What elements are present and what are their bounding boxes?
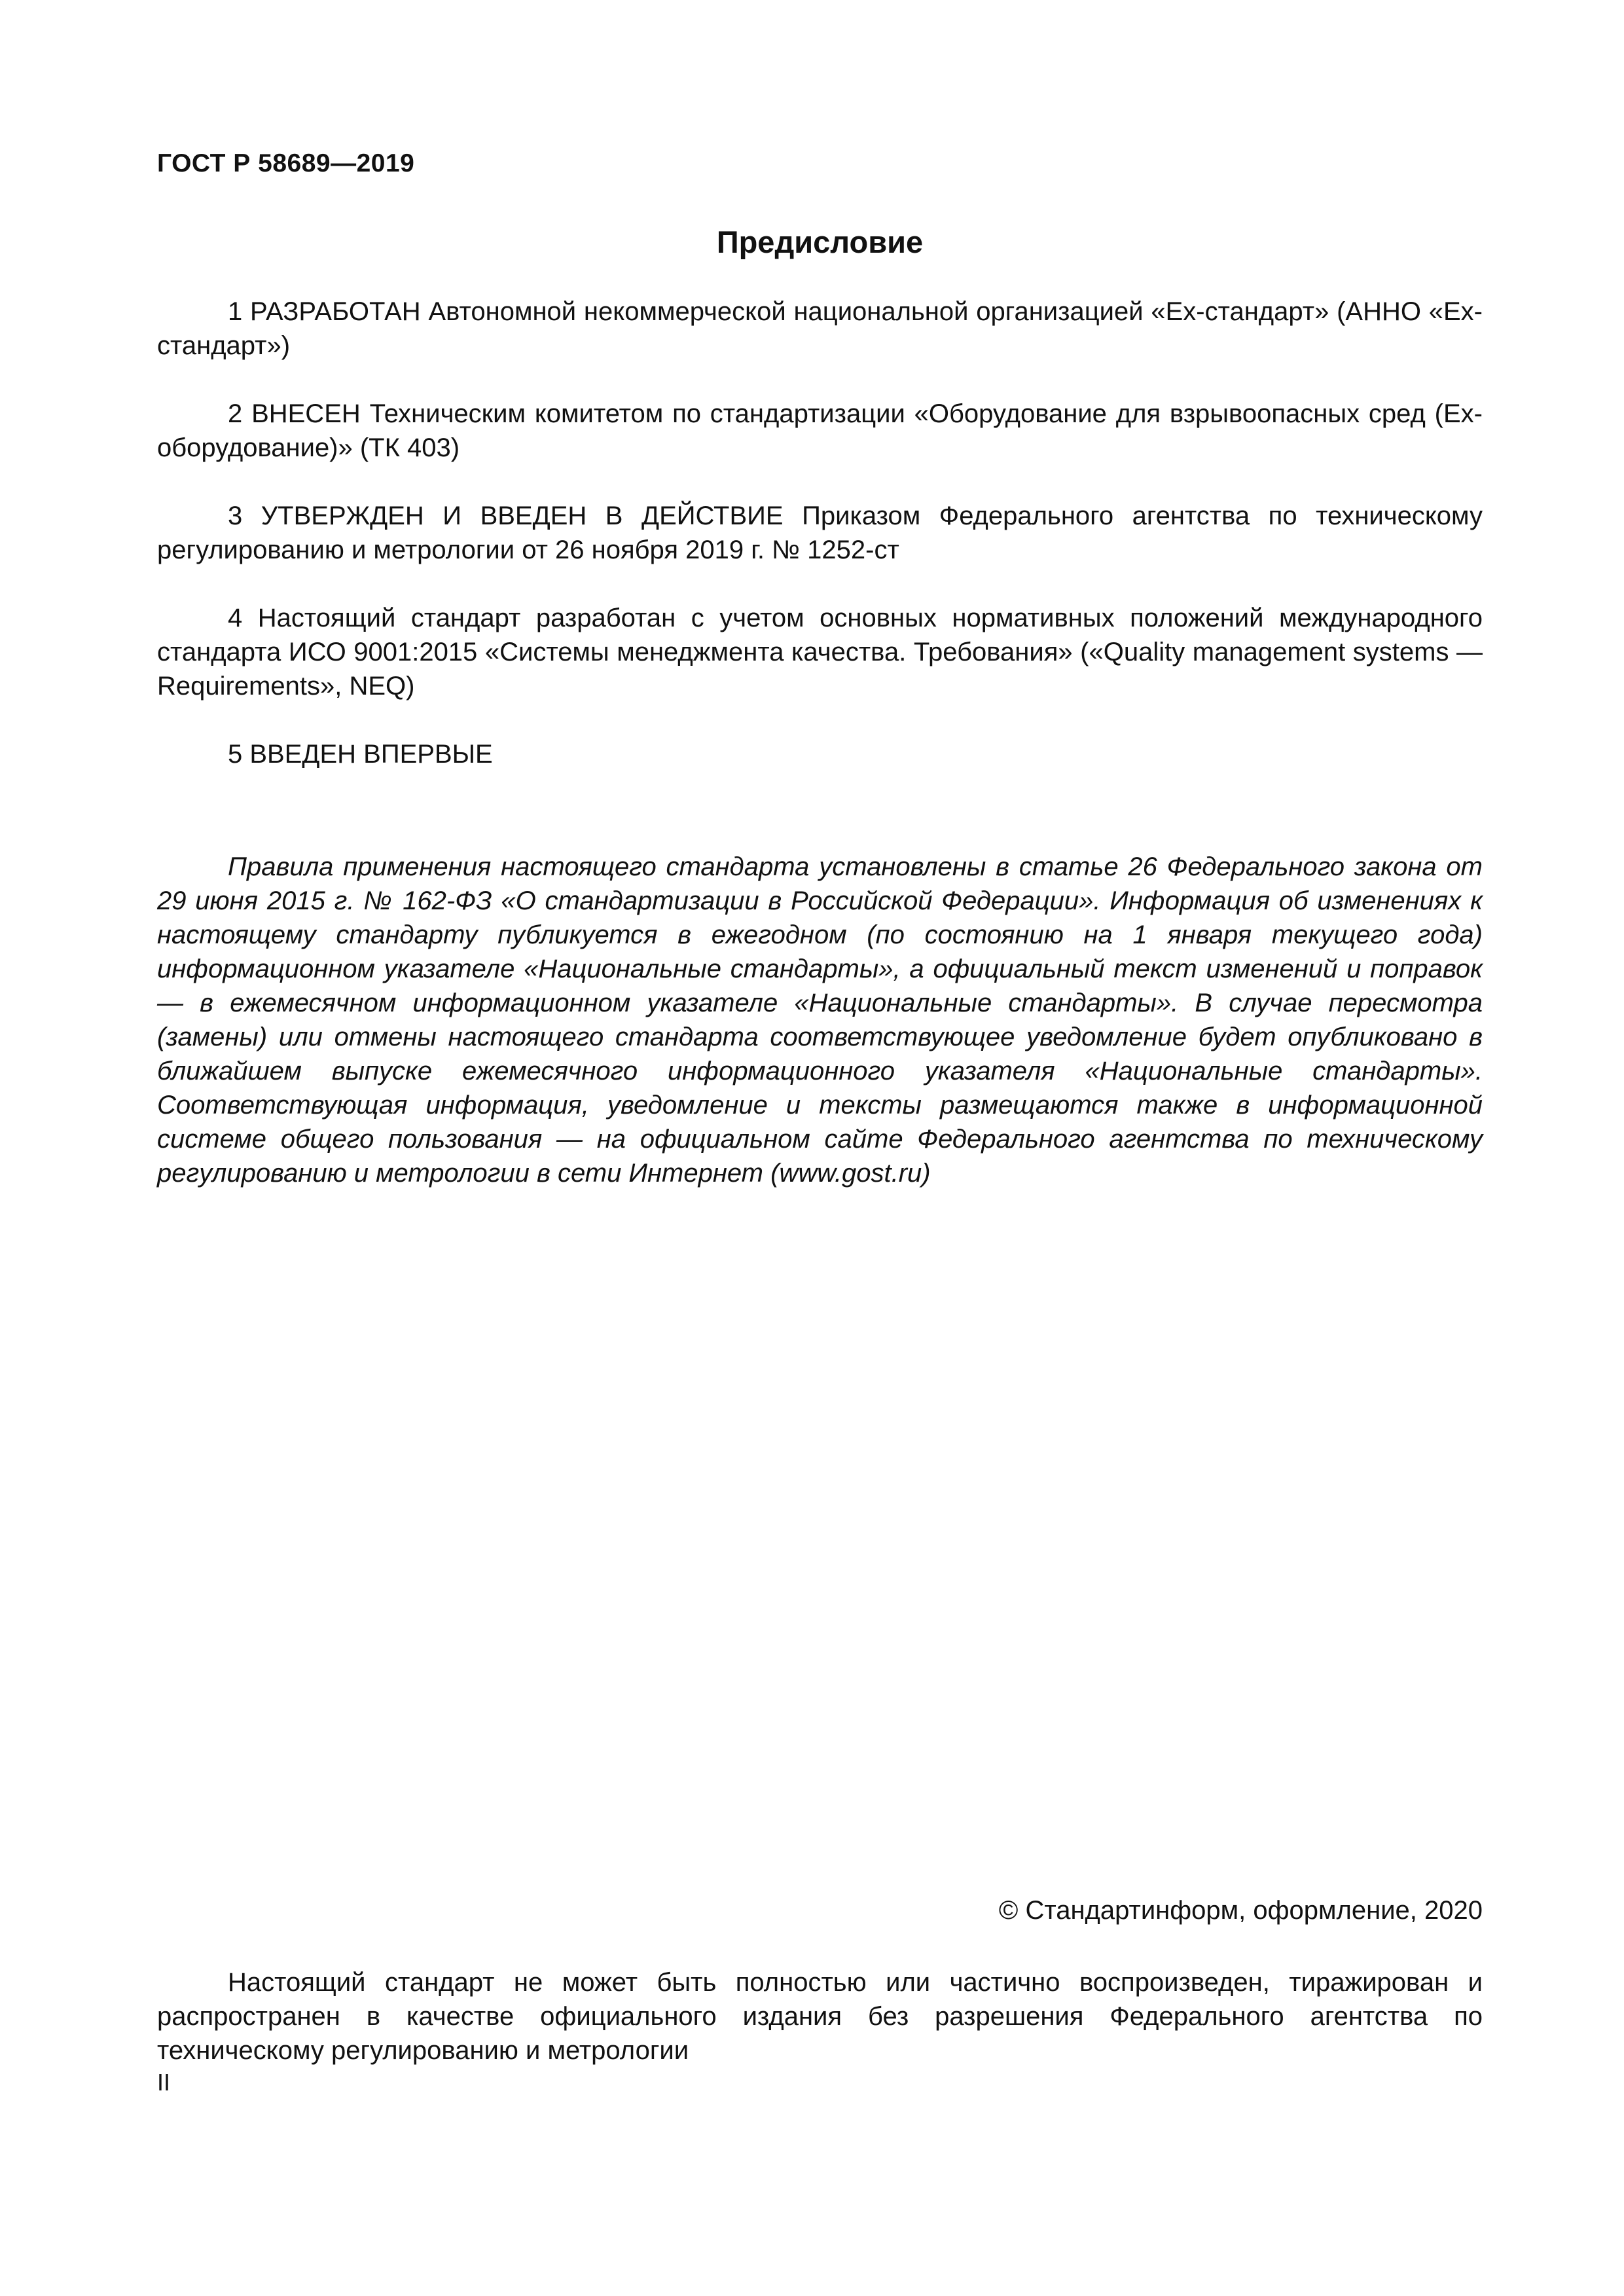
document-header: ГОСТ Р 58689—2019 [157,149,415,177]
foreword-item-1: 1 РАЗРАБОТАН Автономной некоммерческой национальной организацией «Ех-стандарт» (АННО «Ех-стандарт») [157,297,1483,360]
page-title: Предисловие [716,225,924,259]
application-rules-notice: Правила применения настоящего стандарта установлены в статье 26 Федерального закона от 29 июня 2015 г. № 162-ФЗ «О стандартизации в Российской Федерации». Информация об изменениях к настоящему стандарту публикуется в ежегодном (по состоянию на 1 января текущего года) информационном указателе «Национальные стандарты», а официальный текст изменений и поправок — в ежемесячном информационном указателе «Национальные стандарты». В случае пересмотра (замены) или отмены настоящего стандарта соответствующее уведомление будет опубликовано в ближайшем выпуске ежемесячного информационного указателя «Национальные стандарты». Соответствующая информация, уведомление и тексты размещаются также в информационной системе общего пользования — на официальном сайте Федерального агентства по техническому регулированию и метрологии в сети Интернет (www.gost.ru) [157,852,1483,1188]
foreword-items [157,295,1483,805]
foreword-item-3: 3 УТВЕРЖДЕН И ВВЕДЕН В ДЕЙСТВИЕ Приказом Федерального агентства по техническому регулированию и метрологии от 26 ноября 2019 г. № 1252-ст [157,501,1483,564]
copyright-line: © Стандартинформ, оформление, 2020 [998,1896,1483,1925]
foreword-item-2: 2 ВНЕСЕН Техническим комитетом по стандартизации «Оборудование для взрывоопасных сред (Ех-оборудование)» (ТК 403) [157,399,1483,462]
foreword-item-5: 5 ВВЕДЕН ВПЕРВЫЕ [228,740,493,769]
page-number: II [157,2069,171,2096]
foreword-item-4: 4 Настоящий стандарт разработан с учетом основных нормативных положений международного стандарта ИСО 9001:2015 «Системы менеджмента качества. Требования» («Quality management systems — Requirements», NEQ) [157,604,1483,701]
reproduction-rights-notice: Настоящий стандарт не может быть полностью или частично воспроизведен, тиражирован и распространен в качестве официального издания без разрешения Федерального агентства по техническому регулированию и метрологии [157,1968,1483,2065]
